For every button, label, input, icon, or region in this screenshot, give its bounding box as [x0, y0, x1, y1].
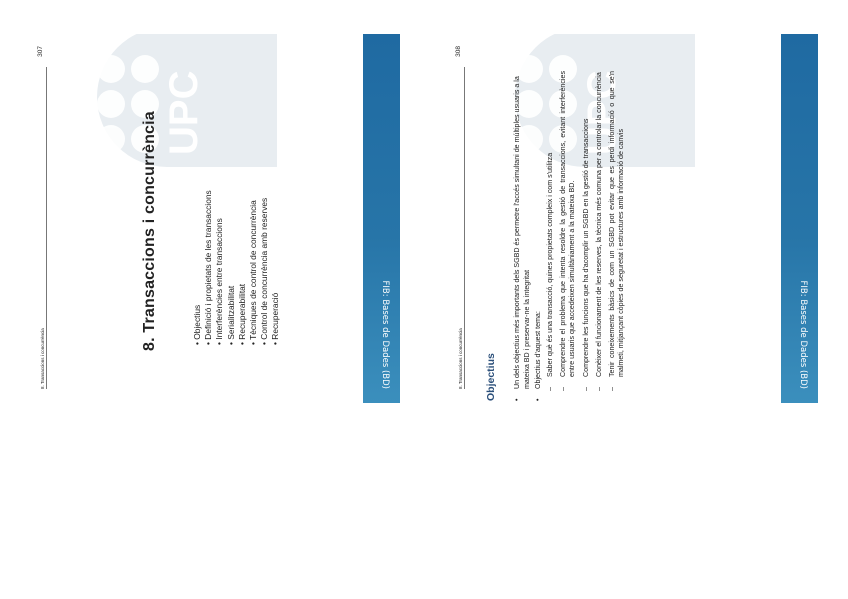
list-item: • Tècniques de control de concurrència: [248, 190, 259, 345]
slide-title: 8. Transaccions i concurrència: [141, 111, 158, 351]
footer-course-label: FIB: Bases de Dades (BD): [380, 280, 390, 389]
slide-title: Objectius: [485, 353, 497, 401]
list-item: • Control de concurrència amb reserves: [259, 190, 270, 345]
sub-item: – Tenir coneixements bàsics de com un SGBD pot evitar que es perdi informació o que se'n malmeti, mitjançant còpies de seguretat i estructures amb informació de canvis: [608, 71, 627, 401]
logo-dot: [63, 125, 91, 153]
list-item: • Serialitzabilitat: [226, 190, 237, 345]
list-item: • Interferències entre transaccions: [214, 190, 225, 345]
objectives-body: [513, 71, 630, 401]
page-number: 308: [455, 46, 462, 57]
footer-bar: [363, 34, 400, 403]
sub-item: – Comprendre el problema que intenta resoldre la gestió de transaccions, evitant interferències entre usuaris que accedeixen simultàniament a la mateixa BD.: [559, 71, 578, 401]
slide-header: 8. Transaccions i concurrència: [40, 67, 47, 389]
slide-308: [455, 34, 818, 403]
topic-list: [192, 190, 282, 345]
bullet-item: • Un dels objectius més importants dels SGBD és permetre l'accés simultani de múltiples usuaris a la mateixa BD i preservar-ne la integritat: [513, 71, 532, 401]
logo-dot: [97, 55, 125, 83]
slide-307: [37, 34, 400, 403]
logo-dot: [63, 55, 91, 83]
page-number: 307: [37, 46, 44, 57]
list-item: • Recuperabilitat: [237, 190, 248, 345]
logo-dot: [481, 55, 509, 83]
list-item: • Definició i propietats de les transaccions: [203, 190, 214, 345]
logo-text: UPC: [580, 70, 624, 155]
list-item: • Recuperació: [270, 190, 281, 345]
footer-bar: [781, 34, 818, 403]
logo-dot: [97, 125, 125, 153]
slide-header: 8. Transaccions i concurrència: [458, 67, 465, 389]
upc-logo-watermark: [47, 34, 277, 167]
sub-item: – Conèixer el funcionament de les reserves, la tècnica més comuna per a controlar la concurrència: [595, 71, 605, 401]
footer-course-label: FIB: Bases de Dades (BD): [798, 280, 808, 389]
logo-dot: [481, 125, 509, 153]
list-item: • Objectius: [192, 190, 203, 345]
logo-dot: [97, 90, 125, 118]
logo-dot: [63, 90, 91, 118]
sub-item: – Comprendre les funcions que ha d'acomplir un SGBD en la gestió de transaccions: [582, 71, 592, 401]
logo-text: UPC: [162, 70, 206, 155]
sub-item: – Saber què és una transacció, quines propietats compleix i com s'utilitza: [546, 71, 556, 401]
bullet-item: • Objectius d'aquest tema:: [534, 71, 544, 401]
logo-dot: [481, 90, 509, 118]
